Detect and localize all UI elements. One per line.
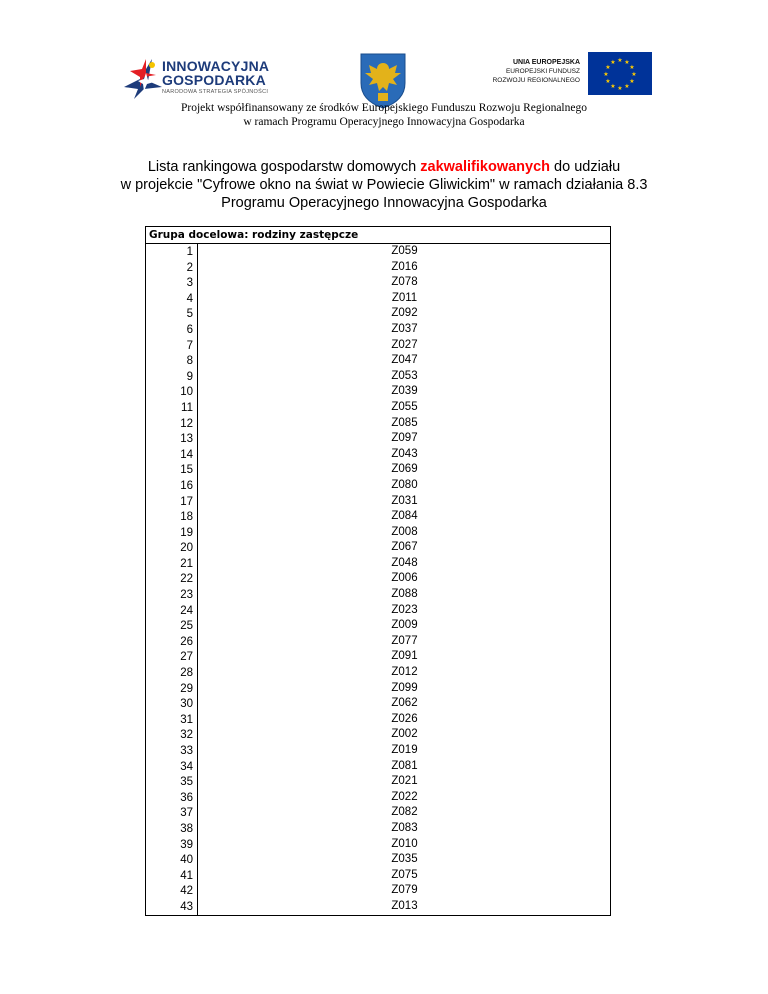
rank-number: 28 <box>146 665 198 681</box>
svg-text:★: ★ <box>617 85 623 92</box>
table-row <box>146 540 610 556</box>
svg-text:★: ★ <box>605 64 611 71</box>
rank-number: 41 <box>146 868 198 884</box>
table-row <box>146 681 610 697</box>
household-code: Z088 <box>391 588 418 601</box>
rank-number: 23 <box>146 587 198 603</box>
table-row <box>146 774 610 790</box>
title-line3: Programu Operacyjnego Innowacyjna Gospodarka <box>221 195 547 211</box>
household-code: Z027 <box>391 338 418 351</box>
svg-text:★: ★ <box>629 78 635 85</box>
table-row <box>146 727 610 743</box>
eu-logo-line2: EUROPEJSKI FUNDUSZ <box>505 68 580 75</box>
table-row <box>146 478 610 494</box>
rank-number: 34 <box>146 759 198 775</box>
household-code: Z048 <box>391 556 418 569</box>
table-row <box>146 712 610 728</box>
rank-number: 43 <box>146 899 198 915</box>
table-row <box>146 805 610 821</box>
ig-flag-icon <box>122 57 164 99</box>
table-row <box>146 353 610 369</box>
household-code: Z035 <box>391 853 418 866</box>
household-code: Z022 <box>391 790 418 803</box>
table-row <box>146 603 610 619</box>
household-code: Z039 <box>391 385 418 398</box>
household-code: Z016 <box>391 260 418 273</box>
table-row <box>146 883 610 899</box>
table-row <box>146 462 610 478</box>
rank-number: 42 <box>146 883 198 899</box>
eu-logo-line1: UNIA EUROPEJSKA <box>512 59 580 66</box>
rank-number: 32 <box>146 727 198 743</box>
household-code: Z099 <box>391 681 418 694</box>
ig-logo-tagline: NARODOWA STRATEGIA SPÓJNOŚCI <box>162 89 269 95</box>
table-row <box>146 665 610 681</box>
table-row <box>146 743 610 759</box>
household-code: Z013 <box>391 899 418 912</box>
table-row <box>146 291 610 307</box>
table-row <box>146 821 610 837</box>
table-row <box>146 899 610 915</box>
household-code: Z021 <box>391 775 418 788</box>
household-code: Z006 <box>391 572 418 585</box>
table-row <box>146 400 610 416</box>
svg-text:★: ★ <box>610 83 616 90</box>
ig-logo-text <box>162 59 269 87</box>
table-body <box>146 244 610 915</box>
rank-number: 19 <box>146 525 198 541</box>
svg-text:★: ★ <box>624 59 630 66</box>
rank-number: 20 <box>146 540 198 556</box>
svg-text:★: ★ <box>631 71 637 78</box>
household-code: Z075 <box>391 868 418 881</box>
rank-number: 38 <box>146 821 198 837</box>
title-line1-pre: Lista rankingowa gospodarstw domowych <box>147 159 421 175</box>
svg-text:★: ★ <box>624 83 630 90</box>
rank-number: 1 <box>146 244 198 260</box>
household-code: Z047 <box>391 354 418 367</box>
table-row <box>146 494 610 510</box>
household-code: Z002 <box>391 728 418 741</box>
household-code: Z031 <box>391 494 418 507</box>
household-code: Z097 <box>391 432 418 445</box>
svg-text:★: ★ <box>610 59 616 66</box>
household-code: Z043 <box>391 447 418 460</box>
svg-text:★: ★ <box>603 71 609 78</box>
table-row <box>146 260 610 276</box>
rank-number: 36 <box>146 790 198 806</box>
household-code: Z085 <box>391 416 418 429</box>
eu-logo-line3: ROZWOJU REGIONALNEGO <box>492 77 580 84</box>
table-row <box>146 571 610 587</box>
household-code: Z069 <box>391 463 418 476</box>
rank-number: 6 <box>146 322 198 338</box>
table-row <box>146 759 610 775</box>
table-row <box>146 275 610 291</box>
funding-line2: w ramach Programu Operacyjnego Innowacyjna Gospodarka <box>243 116 525 128</box>
household-code: Z019 <box>391 744 418 756</box>
rank-number: 27 <box>146 649 198 665</box>
household-code: Z080 <box>391 478 418 491</box>
household-code: Z083 <box>391 821 418 834</box>
rank-number: 9 <box>146 369 198 385</box>
title-line1-post: do udziału <box>550 159 621 175</box>
household-code: Z037 <box>391 322 418 335</box>
household-code: Z091 <box>391 650 418 663</box>
table-row <box>146 634 610 650</box>
svg-text:★: ★ <box>629 64 635 71</box>
household-code: Z067 <box>391 541 418 554</box>
ranking-table <box>145 226 611 916</box>
rank-number: 14 <box>146 447 198 463</box>
household-code: Z082 <box>391 806 418 819</box>
rank-number: 33 <box>146 743 198 759</box>
household-code: Z009 <box>391 619 418 632</box>
table-group-label: Grupa docelowa: rodziny zastępcze <box>146 227 610 244</box>
rank-number: 29 <box>146 681 198 697</box>
household-code: Z084 <box>391 510 418 523</box>
rank-number: 37 <box>146 805 198 821</box>
eu-logo <box>470 52 670 102</box>
household-code: Z078 <box>391 276 418 289</box>
table-row <box>146 431 610 447</box>
rank-number: 5 <box>146 306 198 322</box>
table-row <box>146 790 610 806</box>
svg-text:★: ★ <box>605 78 611 85</box>
table-row <box>146 416 610 432</box>
household-code: Z055 <box>391 400 418 413</box>
funding-statement <box>0 101 768 129</box>
table-row <box>146 868 610 884</box>
table-row <box>146 696 610 712</box>
household-code: Z026 <box>391 712 418 725</box>
table-row <box>146 384 610 400</box>
rank-number: 31 <box>146 712 198 728</box>
household-code: Z023 <box>391 603 418 616</box>
table-row <box>146 369 610 385</box>
rank-number: 15 <box>146 462 198 478</box>
rank-number: 22 <box>146 571 198 587</box>
rank-number: 8 <box>146 353 198 369</box>
rank-number: 13 <box>146 431 198 447</box>
table-row <box>146 525 610 541</box>
household-code: Z092 <box>391 307 418 320</box>
rank-number: 40 <box>146 852 198 868</box>
rank-number: 2 <box>146 260 198 276</box>
rank-number: 25 <box>146 618 198 634</box>
rank-number: 21 <box>146 556 198 572</box>
household-code: Z079 <box>391 884 418 897</box>
table-row <box>146 447 610 463</box>
eu-flag-icon <box>588 52 652 95</box>
document-title <box>0 158 768 212</box>
household-code: Z012 <box>391 666 418 679</box>
rank-number: 39 <box>146 837 198 853</box>
rank-number: 3 <box>146 275 198 291</box>
rank-number: 30 <box>146 696 198 712</box>
rank-number: 26 <box>146 634 198 650</box>
table-row <box>146 556 610 572</box>
household-code: Z010 <box>391 837 418 850</box>
innowacyjna-gospodarka-logo <box>122 55 332 105</box>
table-row <box>146 338 610 354</box>
table-row <box>146 852 610 868</box>
household-code: Z059 <box>391 245 418 257</box>
table-row <box>146 306 610 322</box>
rank-number: 17 <box>146 494 198 510</box>
rank-number: 16 <box>146 478 198 494</box>
table-row <box>146 509 610 525</box>
rank-number: 12 <box>146 416 198 432</box>
household-code: Z077 <box>391 634 418 647</box>
ig-logo-line1: INNOWACYJNA <box>162 58 270 74</box>
funding-line1: Projekt współfinansowany ze środków Europejskiego Funduszu Rozwoju Regionalnego <box>181 102 587 114</box>
table-row <box>146 649 610 665</box>
rank-number: 11 <box>146 400 198 416</box>
rank-number: 35 <box>146 774 198 790</box>
ig-logo-line2: GOSPODARKA <box>162 72 266 88</box>
table-row <box>146 322 610 338</box>
household-code: Z053 <box>391 369 418 382</box>
title-line1 <box>0 158 768 176</box>
household-code: Z008 <box>391 525 418 538</box>
household-code: Z011 <box>391 291 418 304</box>
table-row <box>146 587 610 603</box>
svg-text:★: ★ <box>617 57 623 64</box>
rank-number: 4 <box>146 291 198 307</box>
title-line2: w projekcie "Cyfrowe okno na świat w Powiecie Gliwickim" w ramach działania 8.3 <box>120 177 648 193</box>
household-code: Z062 <box>391 697 418 710</box>
rank-number: 10 <box>146 384 198 400</box>
title-highlight: zakwalifikowanych <box>420 159 551 175</box>
household-code: Z081 <box>391 759 418 772</box>
table-row <box>146 837 610 853</box>
rank-number: 7 <box>146 338 198 354</box>
eu-logo-text <box>470 58 580 85</box>
table-row <box>146 618 610 634</box>
rank-number: 18 <box>146 509 198 525</box>
table-row <box>146 244 610 260</box>
rank-number: 24 <box>146 603 198 619</box>
